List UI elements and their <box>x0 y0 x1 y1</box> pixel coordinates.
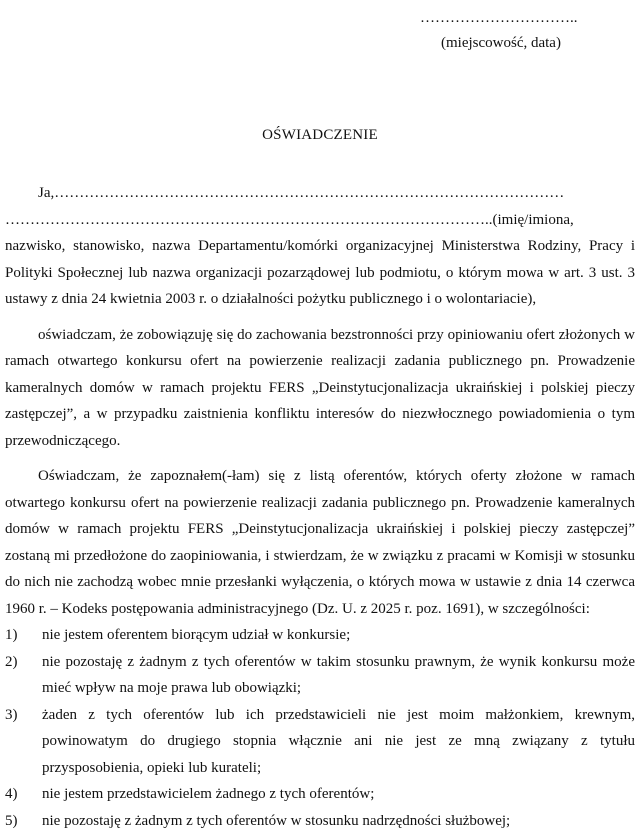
name-fill-caption: (imię/imiona, <box>493 212 574 228</box>
place-date-dots: ………………………….. <box>420 8 600 28</box>
list-item-text: nie jestem przedstawicielem żadnego z tych oferentów; <box>42 786 374 802</box>
document-body <box>5 180 635 834</box>
list-item-number: 4) <box>5 781 18 808</box>
document-title: OŚWIADCZENIE <box>0 125 640 145</box>
place-date-caption: (miejscowość, data) <box>441 33 561 53</box>
name-fill-dots: …………………………………………………………………………………….. <box>5 212 493 228</box>
list-item-number: 2) <box>5 649 18 676</box>
list-item-text: nie pozostaję z żadnym z tych oferentów w stosunku nadrzędności służbowej; <box>42 813 510 829</box>
list-item-text: nie pozostaję z żadnym z tych oferentów w takim stosunku prawnym, że wynik konkursu może mieć wpływ na moje prawa lub obowiązki; <box>42 654 635 697</box>
list-item-text: żaden z tych oferentów lub ich przedstawicieli nie jest moim małżonkiem, krewnym, powinowatym do drugiego stopnia włącznie ani nie jest ze mną związany z tytułu przysposobienia, opieki lub kurateli; <box>42 707 635 776</box>
declaration-paragraph-2: Oświadczam, że zapoznałem(-łam) się z listą oferentów, których oferty złożone w ramach otwartego konkursu ofert na powierzenie realizacji zadania publicznego pn. Prowadzenie kameralnych domów w ramach projektu FERS „Deinstytucjonalizacja ukraińskiej i polskiej pieczy zastępczej” zostaną mi przedłożone do zaopiniowania, i stwierdzam, że w związku z pracami w Komisji w stosunku do nich nie zachodzą wobec mnie przesłanki wyłączenia, o których mowa w ustawie z dnia 14 czerwca 1960 r. – Kodeks postępowania administracyjnego (Dz. U. z 2025 r. poz. 1691), w szczególności: <box>5 463 635 622</box>
list-item <box>5 702 635 782</box>
list-item-text: nie jestem oferentem biorącym udział w konkursie; <box>42 627 350 643</box>
list-item <box>5 808 635 834</box>
list-item-number: 5) <box>5 808 18 834</box>
list-item-number: 1) <box>5 622 18 649</box>
intro-text: nazwisko, stanowisko, nazwa Departamentu/komórki organizacyjnej Ministerstwa Rodziny, Pracy i Polityki Społecznej lub nazwa organizacji pozarządowej lub podmiotu, o którym mowa w art. 3 ust. 3 ustawy z dnia 24 kwietnia 2003 r. o działalności pożytku publicznego i o wolontariacie), <box>5 233 635 313</box>
list-item <box>5 622 635 649</box>
name-fill-line-2 <box>5 207 635 234</box>
declaration-paragraph-1: oświadczam, że zobowiązuję się do zachowania bezstronności przy opiniowaniu ofert złożonych w ramach otwartego konkursu ofert na powierzenie realizacji zadania publicznego pn. Prowadzenie kameralnych domów w ramach projektu FERS „Deinstytucjonalizacja ukraińskiej i polskiej pieczy zastępczej”, a w przypadku zaistnienia konfliktu interesów do niezwłocznego powiadomienia o tym przewodniczącego. <box>5 322 635 455</box>
list-item <box>5 781 635 808</box>
list-item-number: 3) <box>5 702 18 729</box>
conditions-list <box>5 622 635 834</box>
list-item <box>5 649 635 702</box>
name-fill-line: Ja,………………………………………………………………………………………… <box>5 180 635 207</box>
